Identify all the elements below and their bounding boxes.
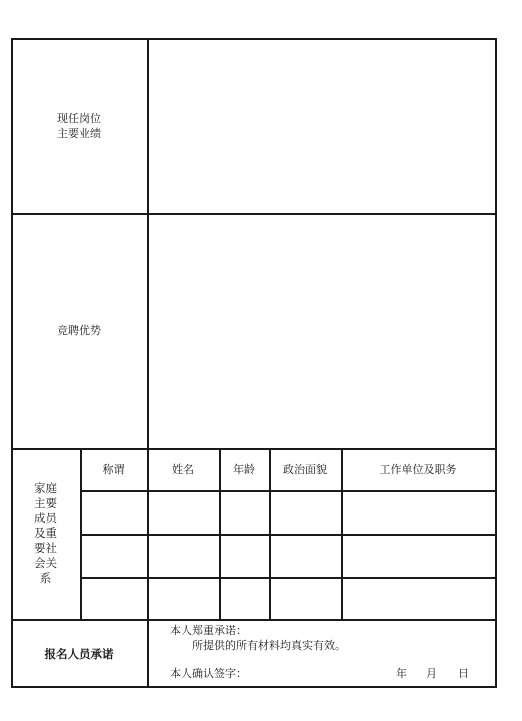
date-year: 年: [396, 667, 407, 680]
competition-label: 竞聘优势: [57, 324, 101, 337]
family-row-divider-1: [80, 534, 497, 536]
date-month: 月: [426, 667, 437, 680]
header-name: 姓名: [172, 463, 194, 476]
family-col-divider-1: [147, 490, 149, 619]
bottom-border: [11, 686, 497, 688]
pledge-intro: 本人郑重承诺：: [170, 624, 247, 637]
top-border: [11, 38, 497, 40]
pledge-divider: [147, 619, 149, 688]
pledge-text: 所提供的所有材料均真实有效。: [192, 639, 346, 652]
pledge-label: 报名人员承诺: [44, 647, 114, 661]
header-title: 称谓: [102, 463, 125, 476]
family-label: 家庭 主要 成员 及重 要社 会关 系: [34, 481, 57, 585]
row-divider-1: [11, 213, 497, 215]
family-row-divider-2: [80, 577, 497, 579]
label-column-divider: [147, 38, 149, 490]
header-age: 年龄: [233, 463, 255, 476]
application-form-table: [11, 38, 497, 688]
signature-label: 本人确认签字：: [170, 667, 247, 680]
date-day: 日: [458, 667, 469, 680]
right-border: [495, 38, 497, 688]
row-divider-2: [11, 448, 497, 450]
family-header-divider: [80, 490, 497, 492]
signature-field[interactable]: [249, 662, 389, 682]
row-divider-3: [11, 619, 497, 621]
current-post-label: 现任岗位 主要业绩: [57, 112, 101, 140]
header-work-unit: 工作单位及职务: [379, 463, 457, 476]
header-political-status: 政治面貌: [283, 463, 327, 476]
